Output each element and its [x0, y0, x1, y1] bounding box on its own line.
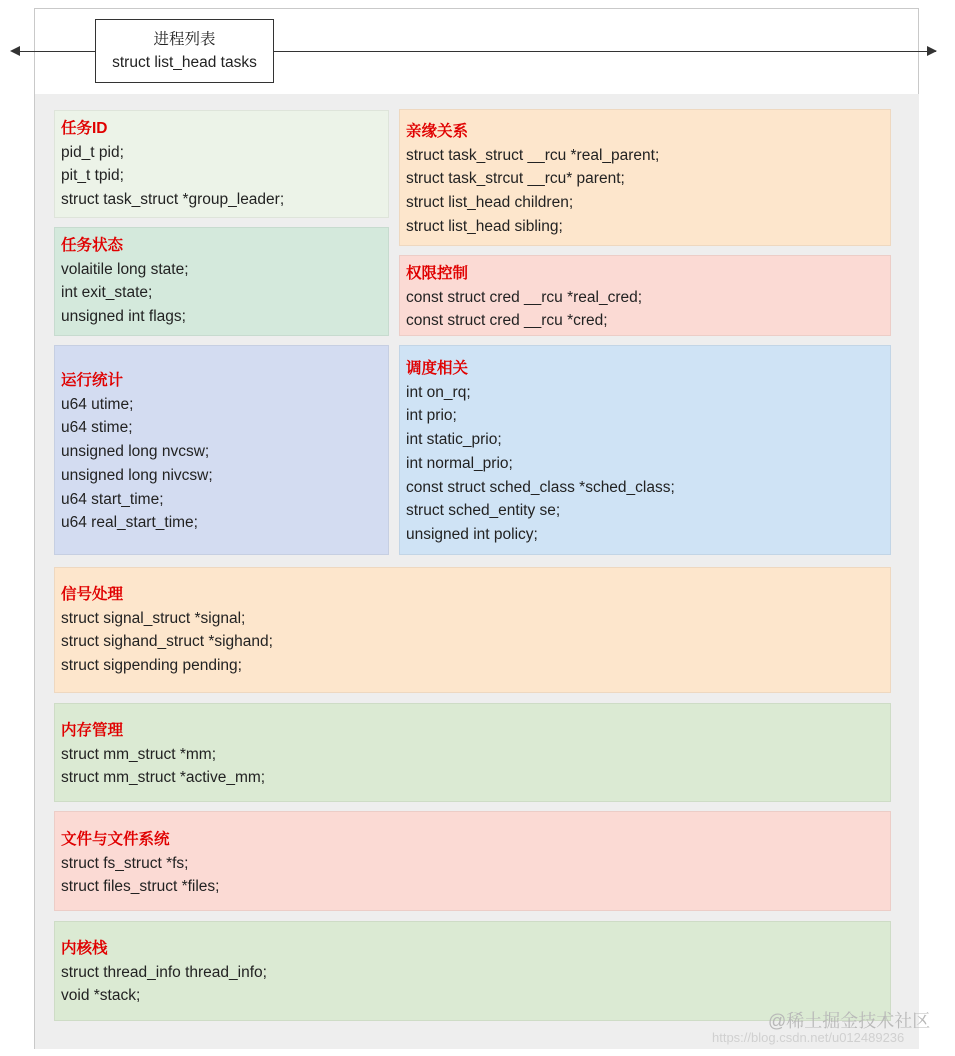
section-kernel-stack — [54, 921, 891, 1021]
field-line: struct mm_struct *active_mm; — [61, 769, 266, 787]
field-line: int static_prio; — [406, 431, 502, 449]
field-line: unsigned long nivcsw; — [61, 466, 213, 484]
field-line: struct sigpending pending; — [61, 657, 242, 675]
field-line: int exit_state; — [61, 284, 153, 302]
field-line: int normal_prio; — [406, 454, 513, 472]
field-line: int prio; — [406, 407, 457, 425]
section-title: 内存管理 — [61, 722, 124, 739]
field-line: struct list_head children; — [406, 194, 574, 212]
section-title: 运行统计 — [61, 372, 124, 389]
field-line: volaitile long state; — [61, 260, 189, 278]
tasks-list-box — [95, 19, 274, 83]
section-memory — [54, 703, 891, 802]
field-line: int on_rq; — [406, 383, 471, 401]
field-line: struct task_struct __rcu *real_parent; — [406, 146, 660, 164]
field-line: struct task_struct *group_leader; — [61, 191, 285, 209]
arrow-right-icon — [927, 46, 937, 56]
section-title: 权限控制 — [406, 265, 469, 282]
field-line: struct list_head sibling; — [406, 217, 563, 235]
field-line: pit_t tpid; — [61, 167, 124, 185]
field-line: struct sighand_struct *sighand; — [61, 633, 273, 651]
watermark-url: https://blog.csdn.net/u012489236 — [712, 1030, 905, 1045]
field-line: struct signal_struct *signal; — [61, 609, 246, 627]
watermark-brand: @稀土掘金技术社区 — [768, 1011, 931, 1031]
section-scheduling — [399, 345, 891, 555]
field-line: unsigned long nvcsw; — [61, 443, 210, 461]
section-runtime-stats — [54, 345, 389, 555]
field-line: unsigned int policy; — [406, 525, 538, 543]
tasks-box-field: struct list_head tasks — [112, 54, 257, 71]
field-line: const struct cred __rcu *real_cred; — [406, 288, 643, 306]
section-signal — [54, 567, 891, 693]
field-line: struct task_strcut __rcu* parent; — [406, 170, 625, 188]
field-line: struct thread_info thread_info; — [61, 963, 267, 981]
section-permission — [399, 255, 891, 336]
section-title: 信号处理 — [61, 586, 124, 603]
field-line: u64 stime; — [61, 419, 133, 437]
field-line: u64 real_start_time; — [61, 514, 198, 532]
section-title: 任务ID — [61, 120, 108, 137]
section-task-state — [54, 227, 389, 336]
field-line: unsigned int flags; — [61, 308, 186, 326]
field-line: pid_t pid; — [61, 143, 124, 161]
section-title: 任务状态 — [61, 237, 124, 254]
field-line: const struct sched_class *sched_class; — [406, 478, 675, 496]
section-family — [399, 109, 891, 246]
field-line: struct mm_struct *mm; — [61, 745, 217, 763]
section-title: 内核栈 — [61, 940, 108, 957]
field-line: const struct cred __rcu *cred; — [406, 312, 608, 330]
section-title: 亲缘关系 — [406, 123, 469, 140]
field-line: struct files_struct *files; — [61, 878, 220, 896]
section-task-id — [54, 110, 389, 218]
field-line: u64 start_time; — [61, 490, 164, 508]
arrow-left-icon — [10, 46, 20, 56]
field-line: struct sched_entity se; — [406, 502, 561, 520]
field-line: u64 utime; — [61, 395, 134, 413]
field-line: void *stack; — [61, 987, 141, 1005]
section-title: 文件与文件系统 — [61, 831, 170, 848]
field-line: struct fs_struct *fs; — [61, 854, 189, 872]
section-filesystem — [54, 811, 891, 911]
tasks-box-title: 进程列表 — [153, 31, 216, 48]
section-title: 调度相关 — [406, 360, 469, 377]
